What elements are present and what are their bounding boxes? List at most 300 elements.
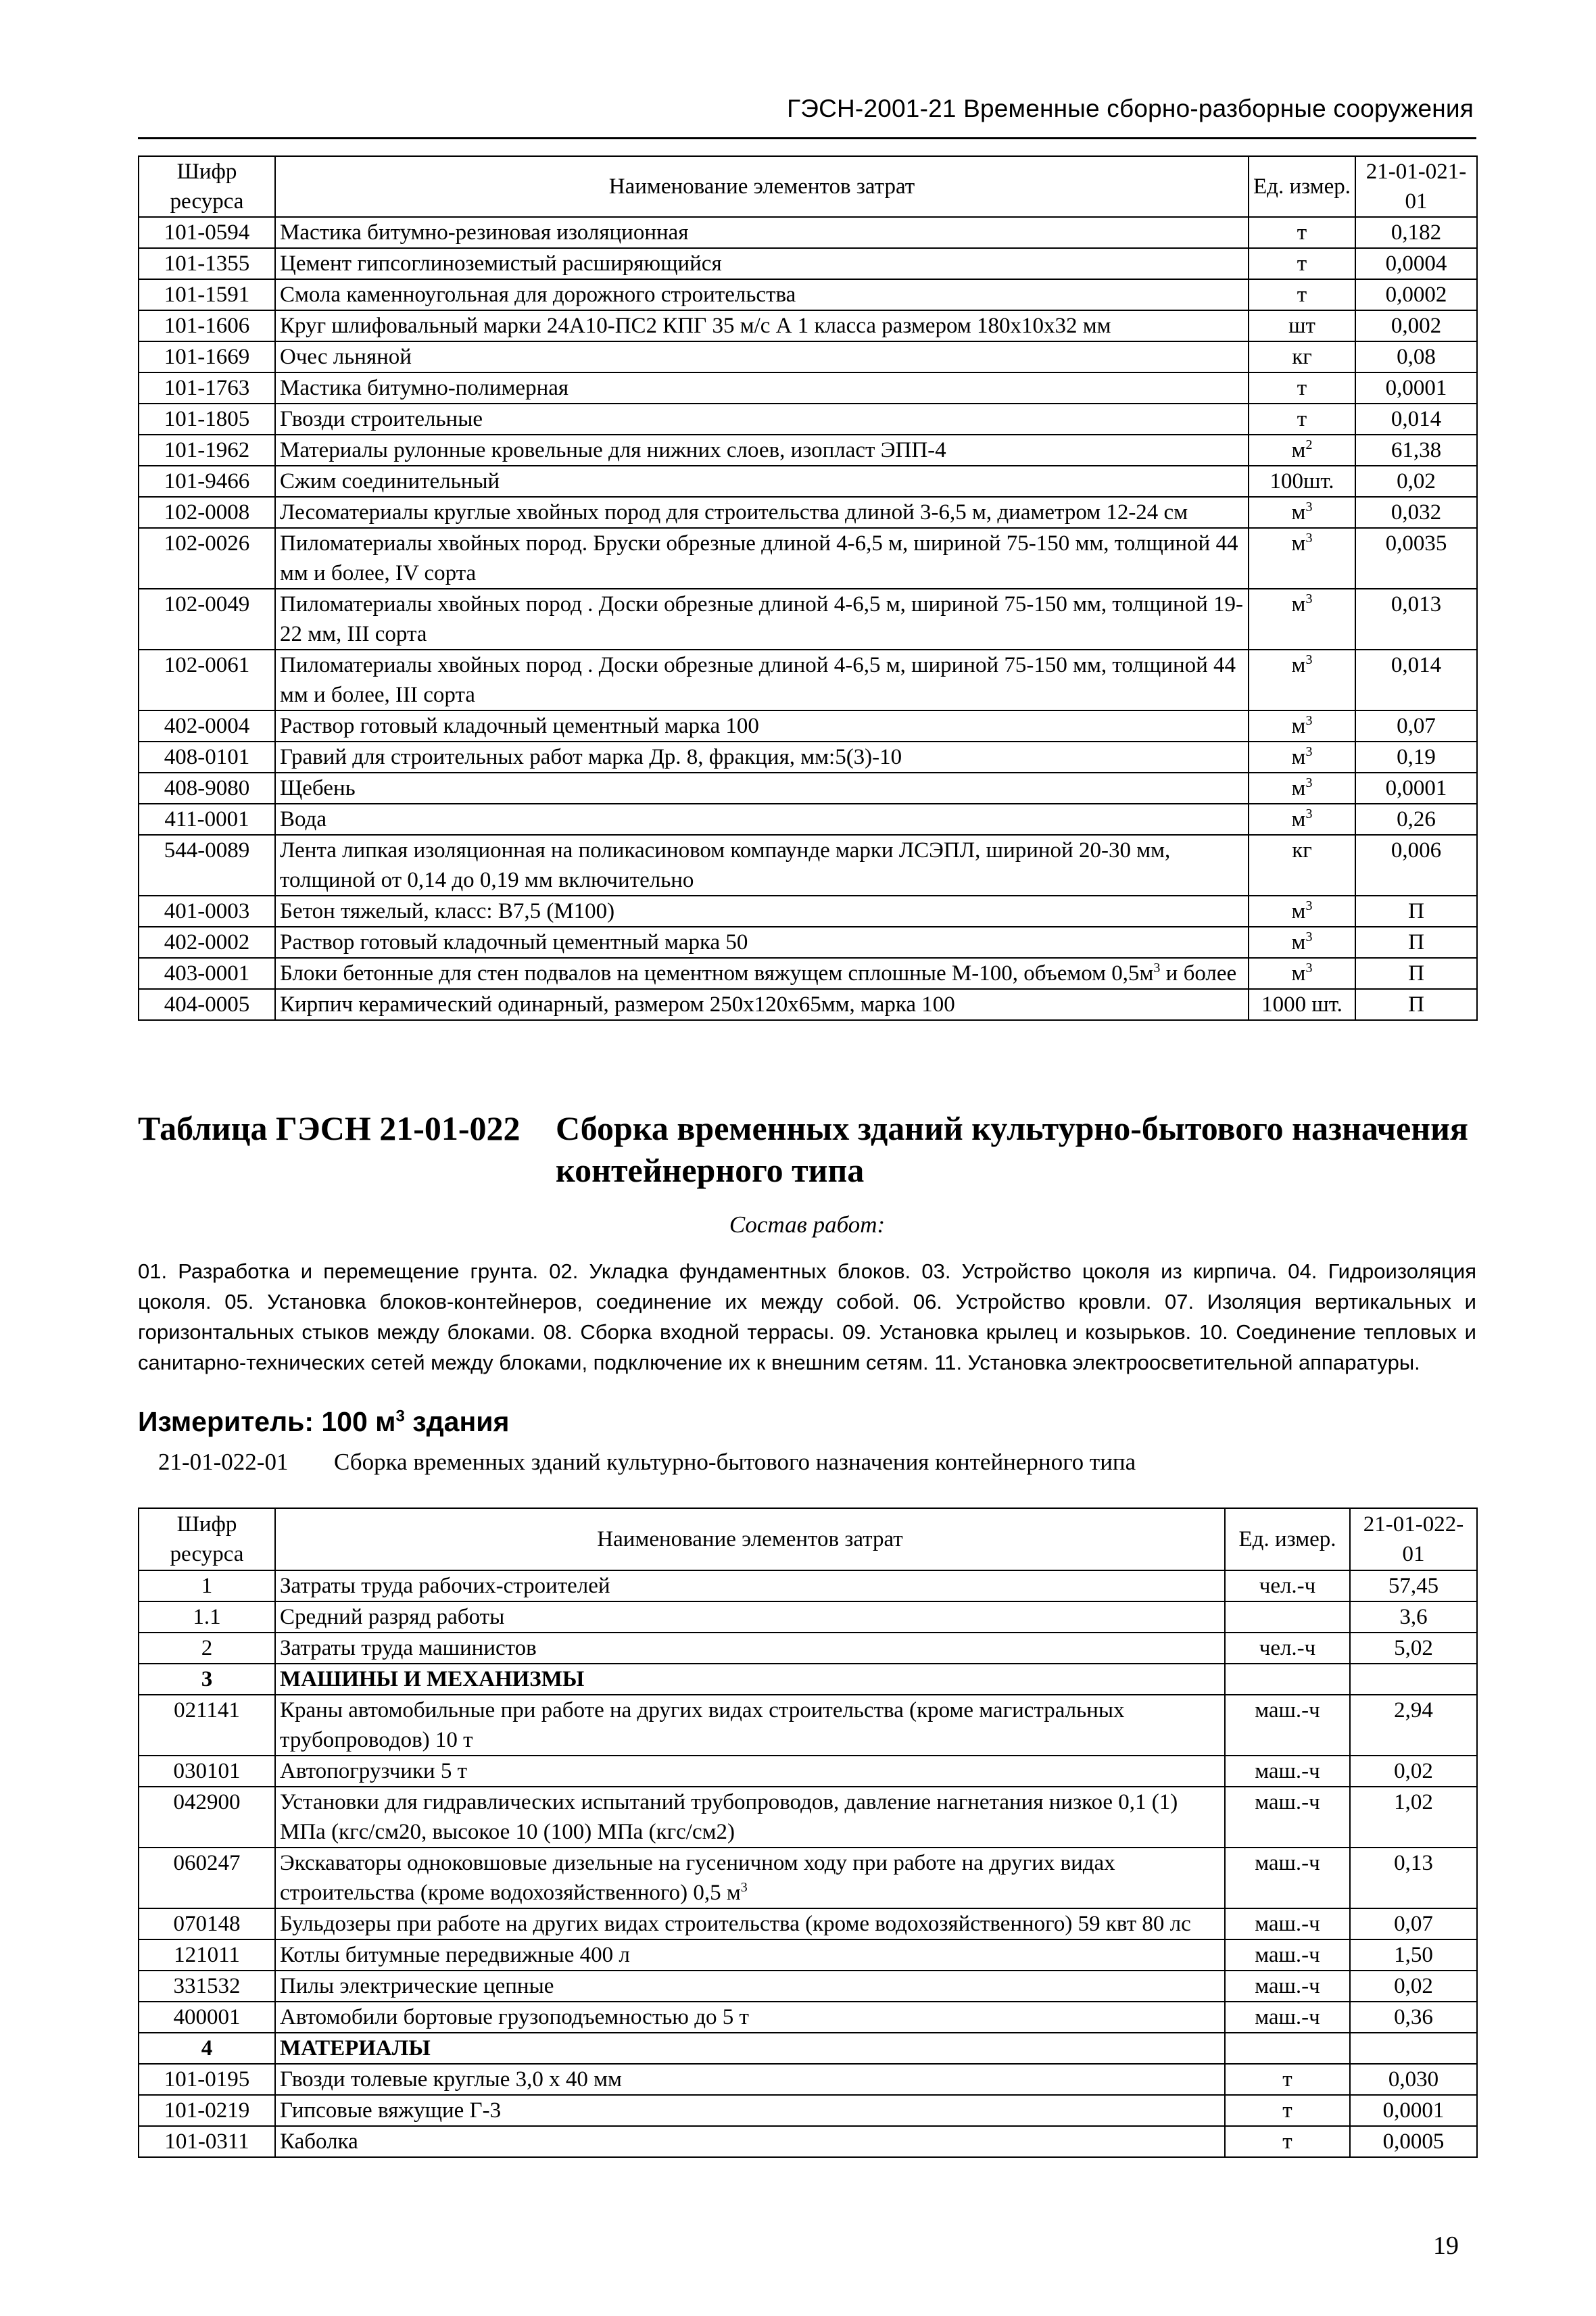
cell-unit [1249,341,1355,372]
cell-code: 101-9466 [139,466,275,497]
table-row [139,217,1477,248]
cell-name-text: Блоки бетонные для стен подвалов на цементном вяжущем сплошные М-100, объемом 0,5м [280,961,1154,986]
cell-value: 0,07 [1355,710,1477,742]
table-row [139,1633,1477,1664]
cell-name [275,279,1249,310]
cell-unit [1249,927,1355,958]
cell-unit-text: маш.-ч [1255,1790,1320,1814]
cell-name [275,835,1249,896]
cell-unit-text: т [1297,220,1307,245]
cell-name [275,2126,1225,2157]
cell-name-text: Каболка [280,2129,358,2154]
cell-unit-text: маш.-ч [1255,2005,1320,2029]
cell-code: 101-1669 [139,341,275,372]
column-header-unit: Ед. измер. [1249,156,1355,217]
cell-name-text: Гравий для строительных работ марка Др. 8, фракция, мм:5(3)-10 [280,745,902,769]
column-header-code: Шифр ресурса [139,156,275,217]
cell-name [275,248,1249,279]
table-row [139,589,1477,650]
cell-name-text: Смола каменноугольная для дорожного строительства [280,283,796,307]
cell-code: 021141 [139,1695,275,1756]
table-row [139,1695,1477,1756]
cell-unit-text: м [1291,776,1306,800]
cell-unit-sup: 3 [1305,961,1313,975]
cell-name-text: Бетон тяжелый, класс: В7,5 (М100) [280,899,615,923]
cell-code: 101-0311 [139,2126,275,2157]
cell-value: 0,014 [1355,404,1477,435]
cell-value: 0,02 [1350,1756,1477,1787]
cell-name [275,497,1249,528]
cell-code: 060247 [139,1848,275,1908]
table-row [139,1939,1477,1971]
cell-value: 0,0001 [1355,773,1477,804]
cell-code: 4 [139,2033,275,2064]
cell-unit [1225,1570,1350,1601]
table-row [139,1756,1477,1787]
cell-unit-text: м [1291,714,1306,738]
cell-unit [1249,958,1355,989]
cell-name [275,217,1249,248]
cell-unit [1225,1601,1350,1633]
cell-unit [1225,1664,1350,1695]
cell-code: 101-0219 [139,2095,275,2126]
cell-unit-text: м [1291,961,1306,986]
cell-name-text: Пиломатериалы хвойных пород . Доски обрезные длиной 4-6,5 м, шириной 75-150 мм, толщиной 44 мм и более, III сорта [280,653,1236,707]
cell-unit [1249,896,1355,927]
column-header-code: Шифр ресурса [139,1508,275,1570]
cell-code: 411-0001 [139,804,275,835]
cell-name [275,804,1249,835]
cell-name [275,2095,1225,2126]
cell-code: 408-9080 [139,773,275,804]
cell-unit [1249,589,1355,650]
resource-table-021 [138,155,1478,1021]
cell-value: 0,0035 [1355,528,1477,589]
cell-name-text: Гвозди строительные [280,407,483,431]
table-row [139,2064,1477,2095]
cell-name [275,773,1249,804]
cell-value: 0,032 [1355,497,1477,528]
measurement-unit [138,1406,509,1438]
cell-value: 0,0001 [1355,372,1477,404]
cell-unit-text: т [1282,2067,1292,2092]
cell-unit [1249,650,1355,710]
table-row [139,279,1477,310]
cell-unit-text: м [1291,745,1306,769]
page-number: 19 [1433,2231,1459,2260]
cell-code: 101-0195 [139,2064,275,2095]
cell-unit-text: т [1297,376,1307,400]
cell-code: 402-0004 [139,710,275,742]
table-row [139,835,1477,896]
cell-unit-text: м [1291,531,1306,556]
cell-unit-text: м [1291,930,1306,955]
cell-unit [1225,1756,1350,1787]
cell-value: 0,002 [1355,310,1477,341]
cell-unit-text: м [1291,807,1306,831]
cell-unit-text: 100шт. [1269,469,1334,493]
cell-unit-text: т [1282,2098,1292,2123]
cell-name-text: Раствор готовый кладочный цементный марка 50 [280,930,748,955]
section-row [139,1664,1477,1695]
cell-unit-sup: 3 [1305,806,1313,821]
cell-unit-text: м [1291,653,1306,677]
table-row [139,310,1477,341]
cell-name-text: МАШИНЫ И МЕХАНИЗМЫ [280,1667,585,1691]
cell-value: 0,0001 [1350,2095,1477,2126]
cell-name [275,404,1249,435]
cell-name-text: Сжим соединительный [280,469,500,493]
cell-code: 403-0001 [139,958,275,989]
cell-name-text: Затраты труда рабочих-строителей [280,1574,610,1598]
cell-code: 101-0594 [139,217,275,248]
cell-name [275,1695,1225,1756]
cell-unit [1249,804,1355,835]
cell-name-text: Гипсовые вяжущие Г-3 [280,2098,502,2123]
cell-value: 0,0005 [1350,2126,1477,2157]
cell-code: 101-1591 [139,279,275,310]
cell-name [275,710,1249,742]
table-row [139,742,1477,773]
cell-name-text: Лента липкая изоляционная на поликасиновом компаунде марки ЛСЭПЛ, шириной 20-30 мм, толщиной от 0,14 до 0,19 мм включительно [280,838,1171,892]
cell-name-text: Вода [280,807,327,831]
cell-value [1350,2033,1477,2064]
cell-code: 070148 [139,1908,275,1939]
cell-name-text: Очес льняной [280,345,412,369]
cell-value: 0,030 [1350,2064,1477,2095]
cell-unit-sup: 3 [1305,744,1313,759]
cell-code: 102-0061 [139,650,275,710]
cell-name [275,1756,1225,1787]
cell-unit-text: чел.-ч [1259,1636,1316,1660]
cell-code: 101-1606 [139,310,275,341]
cell-value: 0,02 [1355,466,1477,497]
cell-unit-text: т [1297,251,1307,276]
cell-unit-text: м [1291,899,1306,923]
column-header-value: 21-01-021-01 [1355,156,1477,217]
cell-name [275,742,1249,773]
cell-unit [1249,710,1355,742]
cell-value: 0,0004 [1355,248,1477,279]
cell-unit-sup: 3 [1305,930,1313,944]
cell-unit-sup: 3 [1305,713,1313,728]
cell-unit-text: маш.-ч [1255,1759,1320,1783]
cell-name [275,435,1249,466]
cell-unit [1225,2033,1350,2064]
table-row [139,1848,1477,1908]
table-header-row [139,156,1477,217]
cell-unit [1249,310,1355,341]
cell-name [275,650,1249,710]
table-row [139,989,1477,1020]
cell-name [275,1971,1225,2002]
cell-unit-text: шт [1288,314,1315,338]
cell-value: 61,38 [1355,435,1477,466]
cell-name-text: Пиломатериалы хвойных пород. Бруски обрезные длиной 4-6,5 м, шириной 75-150 мм, толщиной 44 мм и более, IV сорта [280,531,1238,585]
cell-code: 1 [139,1570,275,1601]
works-heading: Состав работ: [729,1211,886,1238]
cell-name-text: Автопогрузчики 5 т [280,1759,468,1783]
cell-name-text: МАТЕРИАЛЫ [280,2036,431,2060]
meter-tail: здания [404,1406,510,1437]
cell-unit [1225,1633,1350,1664]
cell-unit [1249,435,1355,466]
table-row [139,372,1477,404]
cell-name-text: Мастика битумно-полимерная [280,376,569,400]
running-header: ГЭСН-2001-21 Временные сборно-разборные сооружения [787,95,1474,122]
cell-unit-text: м [1291,438,1306,462]
cell-name [275,2064,1225,2095]
cell-unit [1249,372,1355,404]
cell-unit-sup: 3 [1305,500,1313,514]
cell-unit-sup: 3 [1305,592,1313,606]
cell-unit [1225,2095,1350,2126]
cell-code: 101-1805 [139,404,275,435]
cell-unit [1249,835,1355,896]
cell-unit-text: т [1282,2129,1292,2154]
cell-name [275,310,1249,341]
cell-unit-text: маш.-ч [1255,1851,1320,1875]
cell-name-text: Материалы рулонные кровельные для нижних слоев, изопласт ЭПП-4 [280,438,946,462]
cell-unit [1249,528,1355,589]
subtable-title [158,1449,1136,1476]
cell-unit-sup: 2 [1305,437,1313,452]
cell-name-text: Кирпич керамический одинарный, размером 250х120х65мм, марка 100 [280,992,955,1017]
cell-code: 408-0101 [139,742,275,773]
cell-value: П [1355,896,1477,927]
cell-unit-text: чел.-ч [1259,1574,1316,1598]
cell-value: П [1355,958,1477,989]
cell-code: 101-1355 [139,248,275,279]
cell-unit [1249,279,1355,310]
column-header-unit: Ед. измер. [1225,1508,1350,1570]
table-row [139,1908,1477,1939]
cell-name-tail: и более [1160,961,1237,986]
cell-name [275,1787,1225,1848]
cell-unit [1225,1908,1350,1939]
table-header-row [139,1508,1477,1570]
table-row [139,1601,1477,1633]
cell-unit-text: т [1297,407,1307,431]
cell-name [275,2033,1225,2064]
cell-unit [1249,217,1355,248]
cell-name [275,989,1249,1020]
cell-value: 2,94 [1350,1695,1477,1756]
column-header-value: 21-01-022-01 [1350,1508,1477,1570]
cell-name-text: Автомобили бортовые грузоподъемностью до 5 т [280,2005,749,2029]
cell-code: 030101 [139,1756,275,1787]
table-label: Таблица ГЭСН 21-01-022 [138,1109,521,1147]
cell-unit-text: т [1297,283,1307,307]
cell-name-text: Экскаваторы одноковшовые дизельные на гусеничном ходу при работе на других видах строительства (кроме водохозяйственного) 0,5 м [280,1851,1115,1905]
cell-name [275,1570,1225,1601]
cell-value: 0,07 [1350,1908,1477,1939]
cell-value: 3,6 [1350,1601,1477,1633]
cell-unit [1225,1787,1350,1848]
cell-name [275,1664,1225,1695]
cell-value: 0,26 [1355,804,1477,835]
table-row [139,927,1477,958]
table-row [139,650,1477,710]
subtable-code: 21-01-022-01 [158,1449,289,1475]
table-row [139,1787,1477,1848]
cell-code: 101-1962 [139,435,275,466]
cell-unit [1249,742,1355,773]
table-row [139,710,1477,742]
cell-name-text: Котлы битумные передвижные 400 л [280,1943,630,1967]
table-row [139,341,1477,372]
cell-code: 404-0005 [139,989,275,1020]
cell-unit-sup: 3 [1305,898,1313,913]
cell-name [275,528,1249,589]
cell-value: 5,02 [1350,1633,1477,1664]
cell-value [1350,1664,1477,1695]
cell-unit [1249,989,1355,1020]
meter-sup: 3 [395,1407,405,1426]
cell-unit [1249,404,1355,435]
cell-name [275,896,1249,927]
cell-value: 1,02 [1350,1787,1477,1848]
table-row [139,2126,1477,2157]
cell-unit [1225,1848,1350,1908]
cell-unit-sup: 3 [1305,775,1313,790]
cell-name-text: Мастика битумно-резиновая изоляционная [280,220,689,245]
cell-name-text: Лесоматериалы круглые хвойных пород для строительства длиной 3-6,5 м, диаметром 12-24 см [280,500,1188,525]
cell-name-text: Пиломатериалы хвойных пород . Доски обрезные длиной 4-6,5 м, шириной 75-150 мм, толщиной 19-22 мм, III сорта [280,592,1244,646]
cell-unit [1249,466,1355,497]
cell-unit [1249,497,1355,528]
cell-name-text: Краны автомобильные при работе на других видах строительства (кроме магистральных трубопроводов) 10 т [280,1698,1125,1752]
cell-unit [1225,2064,1350,2095]
cell-code: 3 [139,1664,275,1695]
cell-value: 1,50 [1350,1939,1477,1971]
table-title: Сборка временных зданий культурно-бытового назначения контейнерного типа [556,1109,1468,1189]
cell-name-text: Цемент гипсоглиноземистый расширяющийся [280,251,722,276]
header-rule [138,137,1476,139]
table-row [139,1570,1477,1601]
cell-value: 0,36 [1350,2002,1477,2033]
cell-unit [1225,1939,1350,1971]
cell-code: 102-0008 [139,497,275,528]
table-row [139,528,1477,589]
cell-code: 402-0002 [139,927,275,958]
cell-value: 0,014 [1355,650,1477,710]
cell-unit [1225,2126,1350,2157]
cell-value: П [1355,927,1477,958]
table-row [139,435,1477,466]
cell-name [275,589,1249,650]
cell-value: 0,013 [1355,589,1477,650]
table-row [139,804,1477,835]
cell-value: 0,006 [1355,835,1477,896]
cell-code: 102-0026 [139,528,275,589]
cell-name [275,1939,1225,1971]
cell-name [275,1633,1225,1664]
cell-name [275,2002,1225,2033]
cell-name-text: Средний разряд работы [280,1605,505,1629]
cell-name [275,1601,1225,1633]
section-row [139,2033,1477,2064]
cell-unit [1225,2002,1350,2033]
cell-unit-sup: 3 [1305,652,1313,667]
cell-value: 0,13 [1350,1848,1477,1908]
cell-value: 0,19 [1355,742,1477,773]
cell-name [275,1848,1225,1908]
table-row [139,466,1477,497]
meter-label: Измеритель: 100 м [138,1406,396,1437]
column-header-name: Наименование элементов затрат [275,1508,1225,1570]
cell-code: 401-0003 [139,896,275,927]
column-header-name: Наименование элементов затрат [275,156,1249,217]
table-row [139,497,1477,528]
table-row [139,896,1477,927]
table-row [139,958,1477,989]
cell-unit-text: м [1291,592,1306,617]
cell-unit-text: маш.-ч [1255,1974,1320,1998]
cell-code: 2 [139,1633,275,1664]
table-row [139,404,1477,435]
cell-code: 101-1763 [139,372,275,404]
subtable-name: Сборка временных зданий культурно-бытового назначения контейнерного типа [334,1449,1136,1475]
cell-code: 042900 [139,1787,275,1848]
resource-table-022 [138,1507,1478,2158]
cell-value: 0,08 [1355,341,1477,372]
cell-name [275,958,1249,989]
table-row [139,2095,1477,2126]
cell-name-sup: 3 [740,1880,748,1895]
cell-value: 0,0002 [1355,279,1477,310]
cell-name [275,927,1249,958]
cell-name-text: Затраты труда машинистов [280,1636,537,1660]
cell-name-text: Раствор готовый кладочный цементный марка 100 [280,714,759,738]
cell-name-text: Гвозди толевые круглые 3,0 х 40 мм [280,2067,622,2092]
cell-name-text: Пилы электрические цепные [280,1974,554,1998]
cell-code: 121011 [139,1939,275,1971]
cell-name-text: Установки для гидравлических испытаний трубопроводов, давление нагнетания низкое 0,1 (1) МПа (кгс/см20, высокое 10 (100) МПа (кгс/см2) [280,1790,1178,1844]
cell-unit-text: кг [1292,838,1312,863]
cell-name [275,1908,1225,1939]
cell-name-text: Круг шлифовальный марки 24А10-ПС2 КПГ 35 м/с А 1 класса размером 180х10х32 мм [280,314,1111,338]
cell-name [275,341,1249,372]
cell-unit [1249,773,1355,804]
cell-unit-text: маш.-ч [1255,1698,1320,1722]
cell-value: П [1355,989,1477,1020]
cell-name-text: Щебень [280,776,356,800]
cell-value: 0,182 [1355,217,1477,248]
cell-code: 331532 [139,1971,275,2002]
cell-code: 544-0089 [139,835,275,896]
cell-unit-text: м [1291,500,1306,525]
cell-code: 102-0049 [139,589,275,650]
table-row [139,773,1477,804]
cell-name [275,466,1249,497]
cell-unit [1225,1695,1350,1756]
cell-unit-sup: 3 [1305,531,1313,546]
cell-unit-text: 1000 шт. [1261,992,1343,1017]
cell-unit-text: маш.-ч [1255,1912,1320,1936]
table-row [139,1971,1477,2002]
cell-name [275,372,1249,404]
cell-name-text: Бульдозеры при работе на других видах строительства (кроме водохозяйственного) 59 квт 80 лс [280,1912,1191,1936]
cell-name-sup: 3 [1153,961,1161,975]
cell-unit-text: кг [1292,345,1312,369]
cell-unit-text: маш.-ч [1255,1943,1320,1967]
table-row [139,2002,1477,2033]
cell-value: 57,45 [1350,1570,1477,1601]
cell-value: 0,02 [1350,1971,1477,2002]
works-description: 01. Разработка и перемещение грунта. 02. Укладка фундаментных блоков. 03. Устройство цоколя из кирпича. 04. Гидроизоляция цоколя. 05. Установка блоков-контейнеров, соединение их между собой. 06. Устройство кровли. 07. Изоляция вертикальных и горизонтальных стыков между блоками. 08. Сборка входной террасы. 09. Установка крылец и козырьков. 10. Соединение тепловых и санитарно-технических сетей между блоками, подключение их к внешним сетям. 11. Установка электроосветительной аппаратуры. [138,1259,1476,1374]
cell-code: 1.1 [139,1601,275,1633]
